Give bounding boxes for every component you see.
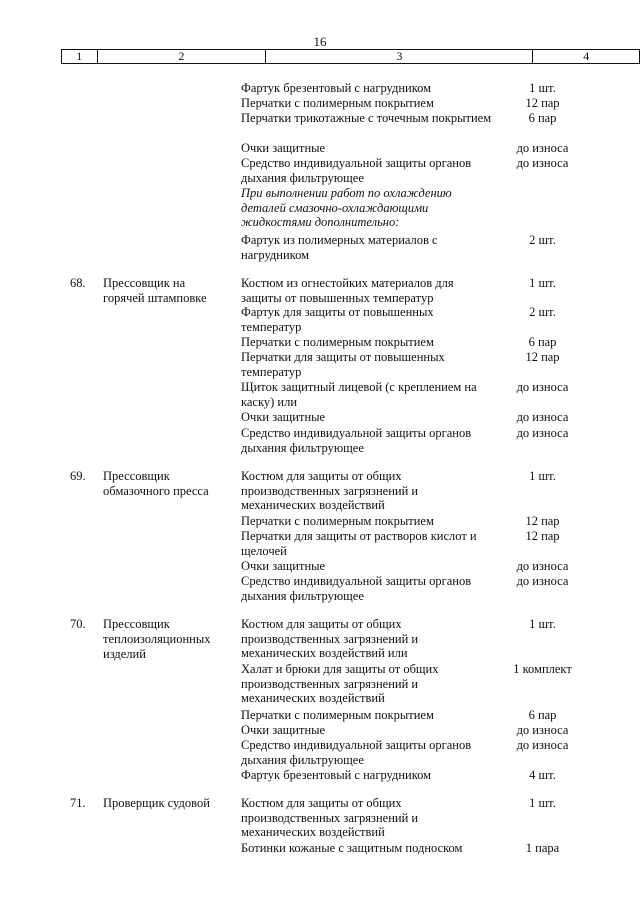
item-text: Фартук для защиты от повышенных температур — [241, 305, 434, 334]
item-qty: 1 шт. — [529, 617, 556, 631]
item-qty: 12 пар — [525, 96, 560, 110]
item-note: При выполнении работ по охлаждению деталей смазочно-охлаждающими жидкостями дополнительно: — [241, 186, 452, 229]
item-qty: 2 шт. — [529, 233, 556, 247]
item-qty: 1 пара — [525, 841, 560, 855]
item-qty: до износа — [516, 426, 569, 440]
item-qty: до износа — [516, 141, 569, 155]
profession-name: Прессовщик обмазочного пресса — [103, 469, 209, 498]
item-text: Средство индивидуальной защиты органов дыхания фильтрующее — [241, 574, 472, 603]
item-text: Халат и брюки для защиты от общих производственных загрязнений и механических воздействий — [241, 662, 439, 705]
item-text: Щиток защитный лицевой (с креплением на каску) или — [241, 380, 477, 409]
column-header-table — [61, 49, 640, 64]
item-qty: 1 шт. — [529, 81, 556, 95]
item-qty: 1 шт. — [529, 276, 556, 290]
item-text: Перчатки для защиты от повышенных температур — [241, 350, 445, 379]
item-qty: 6 пар — [528, 335, 557, 349]
item-text: Очки защитные — [241, 559, 326, 573]
item-text: Костюм для защиты от общих производственных загрязнений и механических воздействий — [241, 796, 419, 839]
item-qty: до износа — [516, 380, 569, 394]
item-text: Очки защитные — [241, 141, 326, 155]
profession-name: Прессовщик на горячей штамповке — [103, 276, 207, 305]
item-qty: 1 комплект — [513, 662, 572, 676]
item-text: Перчатки с полимерным покрытием — [241, 96, 434, 110]
column-header-4: 4 — [533, 50, 640, 64]
item-text: Средство индивидуальной защиты органов дыхания фильтрующее — [241, 738, 472, 767]
item-text: Перчатки с полимерным покрытием — [241, 708, 434, 722]
page-number: 16 — [313, 34, 327, 49]
column-header-1: 1 — [62, 50, 98, 64]
item-qty: до износа — [516, 156, 569, 170]
profession-name: Прессовщик теплоизоляционных изделий — [103, 617, 211, 661]
item-qty: до износа — [516, 574, 569, 588]
item-qty: 12 пар — [525, 514, 560, 528]
item-text: Фартук брезентовый с нагрудником — [241, 768, 432, 782]
item-text: Ботинки кожаные с защитным подноском — [241, 841, 463, 855]
item-text: Фартук из полимерных материалов с нагрудником — [241, 233, 438, 262]
item-qty: до износа — [516, 410, 569, 424]
item-text: Костюм для защиты от общих производственных загрязнений и механических воздействий или — [241, 617, 419, 660]
item-qty: 1 шт. — [529, 796, 556, 810]
item-text: Фартук брезентовый с нагрудником — [241, 81, 432, 95]
item-qty: до износа — [516, 559, 569, 573]
item-text: Перчатки трикотажные с точечным покрытием — [241, 111, 492, 125]
item-qty: до износа — [516, 738, 569, 752]
item-qty: 1 шт. — [529, 469, 556, 483]
item-qty: 2 шт. — [529, 305, 556, 319]
item-text: Очки защитные — [241, 723, 326, 737]
entry-number: 71. — [70, 796, 86, 810]
item-text: Средство индивидуальной защиты органов дыхания фильтрующее — [241, 156, 472, 185]
item-text: Костюм для защиты от общих производственных загрязнений и механических воздействий — [241, 469, 419, 512]
profession-name: Проверщик судовой — [103, 796, 210, 810]
column-header-2: 2 — [97, 50, 266, 64]
item-qty: 6 пар — [528, 708, 557, 722]
column-header-3: 3 — [266, 50, 533, 64]
item-text: Перчатки с полимерным покрытием — [241, 335, 434, 349]
entry-number: 70. — [70, 617, 86, 631]
item-qty: до износа — [516, 723, 569, 737]
item-qty: 12 пар — [525, 350, 560, 364]
item-text: Перчатки для защиты от растворов кислот и щелочей — [241, 529, 477, 558]
item-text: Очки защитные — [241, 410, 326, 424]
entry-number: 68. — [70, 276, 86, 290]
item-text: Костюм из огнестойких материалов для защиты от повышенных температур — [241, 276, 454, 305]
item-text: Перчатки с полимерным покрытием — [241, 514, 434, 528]
item-qty: 12 пар — [525, 529, 560, 543]
item-text: Средство индивидуальной защиты органов дыхания фильтрующее — [241, 426, 472, 455]
item-qty: 6 пар — [528, 111, 557, 125]
entry-number: 69. — [70, 469, 86, 483]
item-qty: 4 шт. — [529, 768, 556, 782]
